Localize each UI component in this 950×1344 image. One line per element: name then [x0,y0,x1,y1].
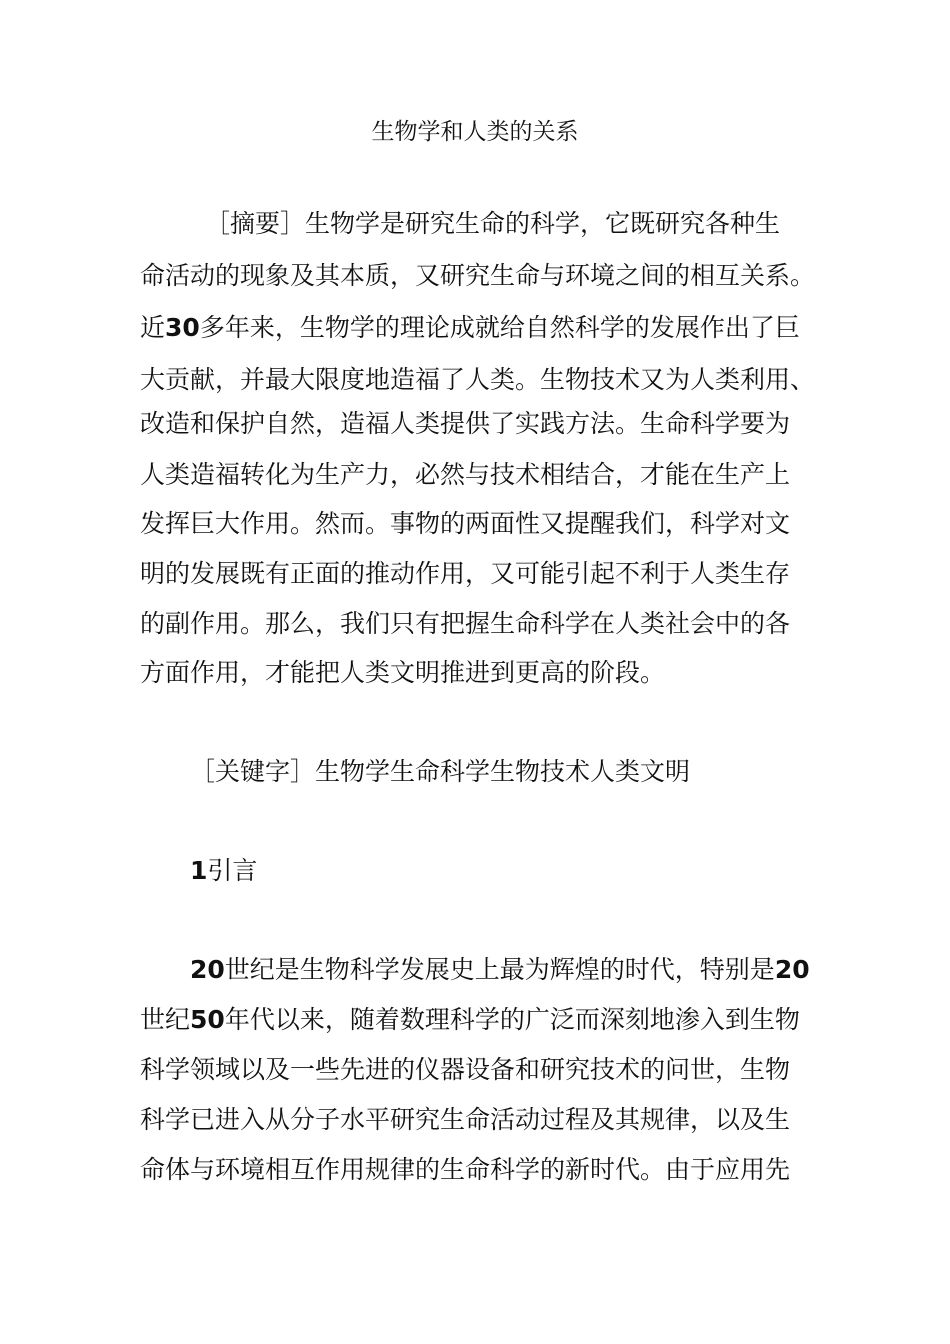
abstract-line: ［摘要］生物学是研究生命的科学，它既研究各种生 [205,209,781,238]
abstract-line: 大贡献，并最大限度地造福了人类。生物技术又为人类利用、 [140,365,816,394]
section-heading: 1引言 [190,856,258,885]
intro-line: 科学已进入从分子水平研究生命活动过程及其规律，以及生 [140,1105,791,1134]
intro-line: 科学领域以及一些先进的仪器设备和研究技术的问世，生物 [140,1055,791,1084]
abstract-line: 明的发展既有正面的推动作用，又可能引起不利于人类生存 [140,559,791,588]
intro-line: 20世纪是生物科学发展史上最为辉煌的时代，特别是20 [190,955,810,984]
abstract-line: 命活动的现象及其本质，又研究生命与环境之间的相互关系。 [140,261,816,290]
intro-line: 命体与环境相互作用规律的生命科学的新时代。由于应用先 [140,1155,791,1184]
document-title: 生物学和人类的关系 [371,119,579,145]
abstract-line: 方面作用，才能把人类文明推进到更高的阶段。 [140,658,666,687]
abstract-line: 的副作用。那么，我们只有把握生命科学在人类社会中的各 [140,609,791,638]
abstract-line: 人类造福转化为生产力，必然与技术相结合，才能在生产上 [140,460,791,489]
abstract-line: 近30多年来，生物学的理论成就给自然科学的发展作出了巨 [140,313,800,342]
abstract-line: 发挥巨大作用。然而。事物的两面性又提醒我们，科学对文 [140,509,791,538]
abstract-line: 改造和保护自然，造福人类提供了实践方法。生命科学要为 [140,409,791,438]
intro-line: 世纪50年代以来，随着数理科学的广泛而深刻地渗入到生物 [140,1005,800,1034]
keywords-line: ［关键字］生物学生命科学生物技术人类文明 [190,757,691,786]
